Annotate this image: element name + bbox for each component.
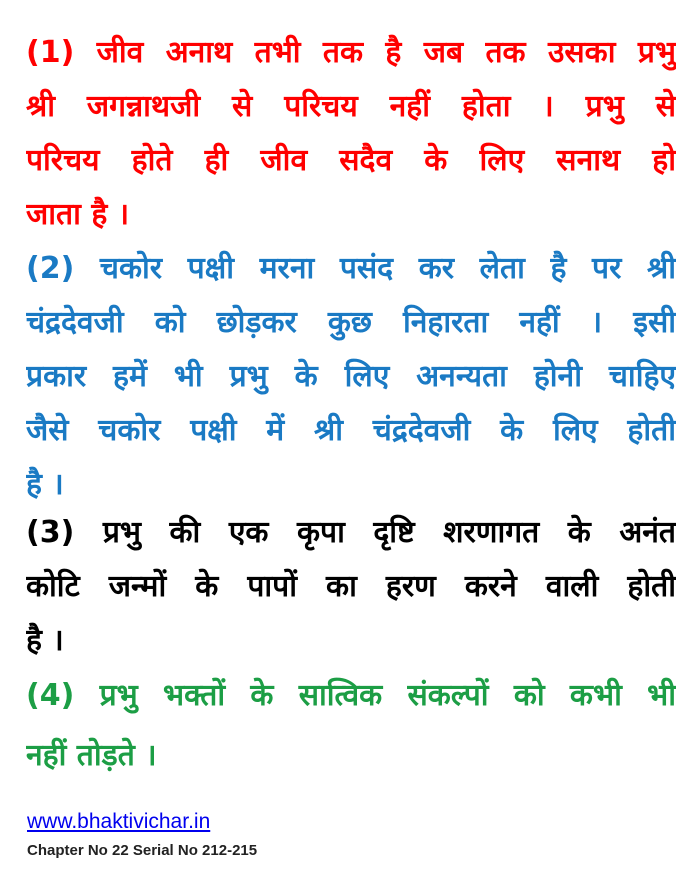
paragraph-2-line: चंद्रदेवजी को छोड़कर कुछ निहारता नहीं । इसी [26,305,676,340]
paragraph-1-line: जाता है । [26,197,130,232]
website-link[interactable]: www.bhaktivichar.in [27,810,211,833]
paragraph-3-line: (3) प्रभु की एक कृपा दृष्टि शरणागत के अनंत [26,515,676,550]
paragraph-3 [26,506,676,668]
paragraph-1-line: श्री जगन्नाथजी से परिचय नहीं होता । प्रभु से [26,89,676,124]
paragraph-1-line: परिचय होते ही जीव सदैव के लिए सनाथ हो [26,143,676,178]
paragraph-4 [26,666,676,786]
paragraph-2 [26,242,676,512]
chapter-reference: Chapter No 22 Serial No 212-215 [27,842,258,859]
paragraph-2-line: (2) चकोर पक्षी मरना पसंद कर लेता है पर श्री [26,251,676,286]
paragraph-1 [26,26,676,242]
paragraph-3-line: है । [26,623,64,658]
paragraph-1-line: (1) जीव अनाथ तभी तक है जब तक उसका प्रभु [26,35,676,70]
paragraph-2-line: जैसे चकोर पक्षी में श्री चंद्रदेवजी के लिए होती [26,413,676,448]
paragraph-4-line: (4) प्रभु भक्तों के सात्विक संकल्पों को कभी भी [26,678,676,713]
paragraph-3-line: कोटि जन्मों के पापों का हरण करने वाली होती [26,569,676,604]
paragraph-2-line: प्रकार हमें भी प्रभु के लिए अनन्यता होनी चाहिए [26,359,676,394]
paragraph-2-line: है । [26,467,64,502]
paragraph-4-line: नहीं तोड़ते । [26,738,157,773]
